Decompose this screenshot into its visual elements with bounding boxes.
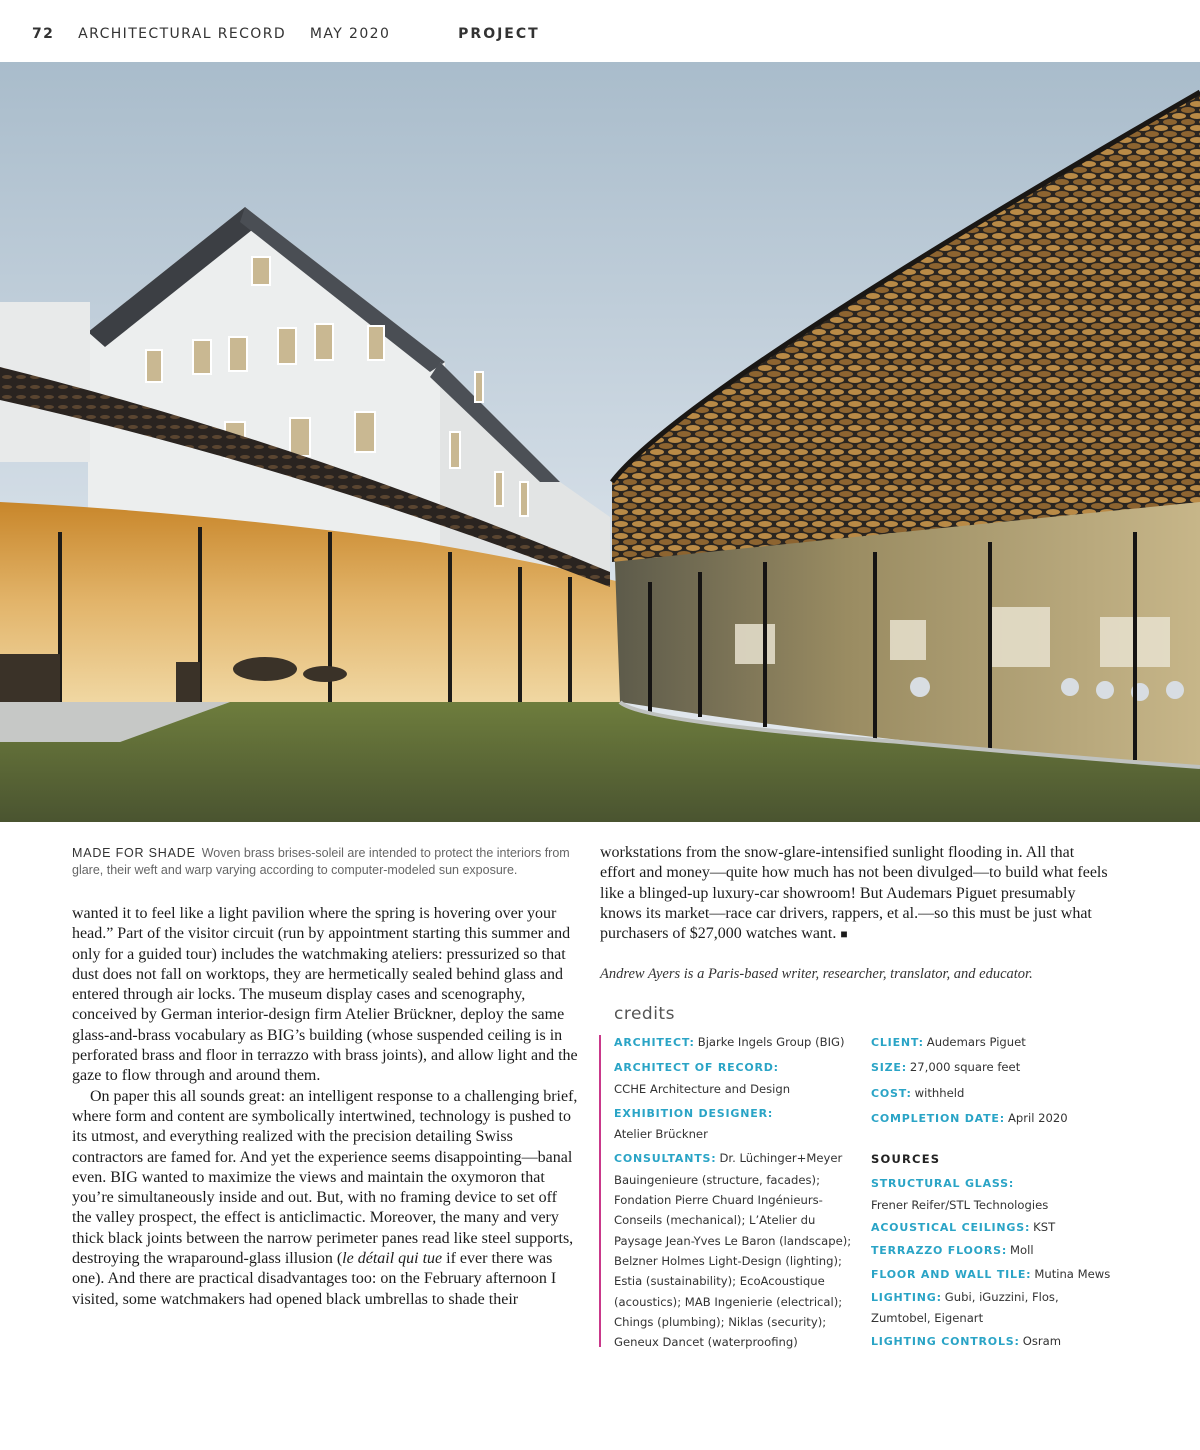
- credit-label: SIZE:: [871, 1061, 907, 1075]
- section-label: PROJECT: [458, 26, 540, 42]
- credit-entry: [871, 1083, 1111, 1104]
- paragraph-text: On paper this all sounds great: an intelligent response to a challenging brief, where form and content are symbolically intertwined, technology is pushed to its utmost, and everything realized with the precision detailing Swiss contractors are famed for. And yet the experience seems disappointing—banal even. BIG wanted to maximize the views and maintain the oxymoron that you’re simultaneously inside and out. But, with no framing device to set off the valley prospect, the effect is anticlimactic. Moreover, the many and very thick black joints between the narrow perimeter panes read like steel supports, destroying the wraparound-glass illusion (: [72, 1087, 578, 1268]
- article-paragraph: wanted it to feel like a light pavilion where the spring is hovering over your head.” Part of the visitor circuit (run by appointment starting this summer and only for a guided tour) includes the watchmaking ateliers: pressurized so that dust does not fall on worktops, they are hermetically sealed behind glass and entered through air locks. The museum display cases and scenography, conceived by German interior-design firm Atelier Brückner, deploy the same glass-and-brass vocabulary as BIG’s building (whose suspended ceiling is in perforated brass and floor in terrazzo with brass joints), and allow light and the gaze to flow through and around them.: [72, 905, 578, 1085]
- credit-entry: [614, 1032, 859, 1053]
- page-number: 72: [32, 26, 55, 42]
- credit-value: CCHE Architecture and Design: [614, 1081, 791, 1096]
- source-value: KST: [1033, 1220, 1056, 1235]
- running-head: [32, 26, 540, 42]
- article-paragraph: [72, 1087, 580, 1310]
- source-entry: [871, 1264, 1111, 1285]
- credit-entry: [871, 1108, 1111, 1129]
- credits-left-list: [614, 1032, 859, 1356]
- credit-entry: [614, 1148, 859, 1352]
- credit-label: CONSULTANTS:: [614, 1152, 717, 1166]
- source-value: Frener Reifer/STL Technologies: [871, 1197, 1049, 1212]
- credits-right-list: [871, 1032, 1111, 1352]
- credit-entry: [614, 1103, 859, 1145]
- credit-label: COMPLETION DATE:: [871, 1111, 1005, 1125]
- paragraph-text: workstations from the snow-glare-intensified sunlight flooding in. All that effort and money—quite how much has not been divulged—to build what feels like a blinged-up luxury-car showroom! But Audemars Piguet presumably knows its market—race car drivers, rappers, et al.—so this must be just what purchasers of $27,000 watches want.: [600, 844, 1108, 943]
- credits-rule: [599, 1035, 601, 1347]
- caption-lead: MADE FOR SHADE: [72, 846, 196, 860]
- source-value: Gubi, iGuzzini, Flos, Zumtobel, Eigenart: [871, 1289, 1059, 1326]
- credit-value: Dr. Lüchinger+Meyer Bauingenieure (structure, facades); Fondation Pierre Chuard Ingénieurs-Conseils (mechanical); L’Atelier du Paysage Jean-Yves Le Baron (landscape); Belzner Holmes Light-Design (lighting); Estia (sustainability); EcoAcoustique (acoustics); MAB Ingenierie (electrical); Chings (plumbing); Niklas (security); Geneux Dancet (waterproofing): [614, 1151, 852, 1350]
- source-value: Mutina Mews: [1034, 1266, 1111, 1281]
- issue-date: MAY 2020: [309, 26, 391, 42]
- source-entry: [871, 1331, 1111, 1352]
- caption-text: Woven brass brises-soleil are intended to protect the interiors from glare, their weft and warp varying according to computer-modeled sun exposure.: [72, 846, 570, 877]
- italic-phrase: le détail qui tue: [342, 1250, 443, 1268]
- credit-value: Bjarke Ingels Group (BIG): [697, 1035, 845, 1049]
- credit-value: 27,000 square feet: [909, 1060, 1021, 1075]
- source-label: LIGHTING:: [871, 1290, 942, 1304]
- source-label: ACOUSTICAL CEILINGS:: [871, 1221, 1031, 1235]
- sources-title: SOURCES: [871, 1152, 941, 1167]
- article-column-left: [72, 904, 580, 1310]
- museum-photo-illustration: [0, 62, 1200, 822]
- source-label: FLOOR AND WALL TILE:: [871, 1267, 1032, 1281]
- credit-value: Atelier Brückner: [614, 1127, 708, 1142]
- article-column-right: [600, 843, 1108, 944]
- author-bio: Andrew Ayers is a Paris-based writer, researcher, translator, and educator.: [600, 966, 1033, 982]
- source-entry: [871, 1173, 1111, 1215]
- source-value: Moll: [1010, 1243, 1034, 1258]
- credit-value: April 2020: [1007, 1110, 1068, 1125]
- end-mark: ■: [840, 927, 848, 942]
- source-entry: [871, 1217, 1111, 1238]
- credit-label: COST:: [871, 1086, 912, 1100]
- credits-title: credits: [614, 1004, 675, 1024]
- hero-photo: [0, 62, 1200, 822]
- magazine-name: ARCHITECTURAL RECORD: [78, 26, 287, 42]
- credit-label: ARCHITECT OF RECORD:: [614, 1061, 779, 1075]
- credit-label: ARCHITECT:: [614, 1036, 695, 1049]
- paragraph-text: if ever there was one). And there are practical disadvantages too: on the February afternoon I visited, some watchmakers had opened black umbrellas to shade their: [72, 1250, 557, 1308]
- source-label: STRUCTURAL GLASS:: [871, 1177, 1015, 1191]
- credit-label: CLIENT:: [871, 1036, 924, 1049]
- credit-entry: [871, 1032, 1111, 1053]
- article-paragraph: [600, 843, 1108, 944]
- credit-label: EXHIBITION DESIGNER:: [614, 1106, 774, 1120]
- source-value: Osram: [1022, 1333, 1062, 1348]
- source-label: TERRAZZO FLOORS:: [871, 1244, 1008, 1258]
- source-label: LIGHTING CONTROLS:: [871, 1334, 1020, 1348]
- credit-value: Audemars Piguet: [926, 1035, 1026, 1049]
- source-entry: [871, 1287, 1111, 1329]
- credit-entry: [614, 1057, 859, 1099]
- credit-entry: [871, 1057, 1111, 1078]
- credit-value: withheld: [914, 1085, 965, 1100]
- source-entry: [871, 1240, 1111, 1261]
- photo-caption: [72, 845, 592, 879]
